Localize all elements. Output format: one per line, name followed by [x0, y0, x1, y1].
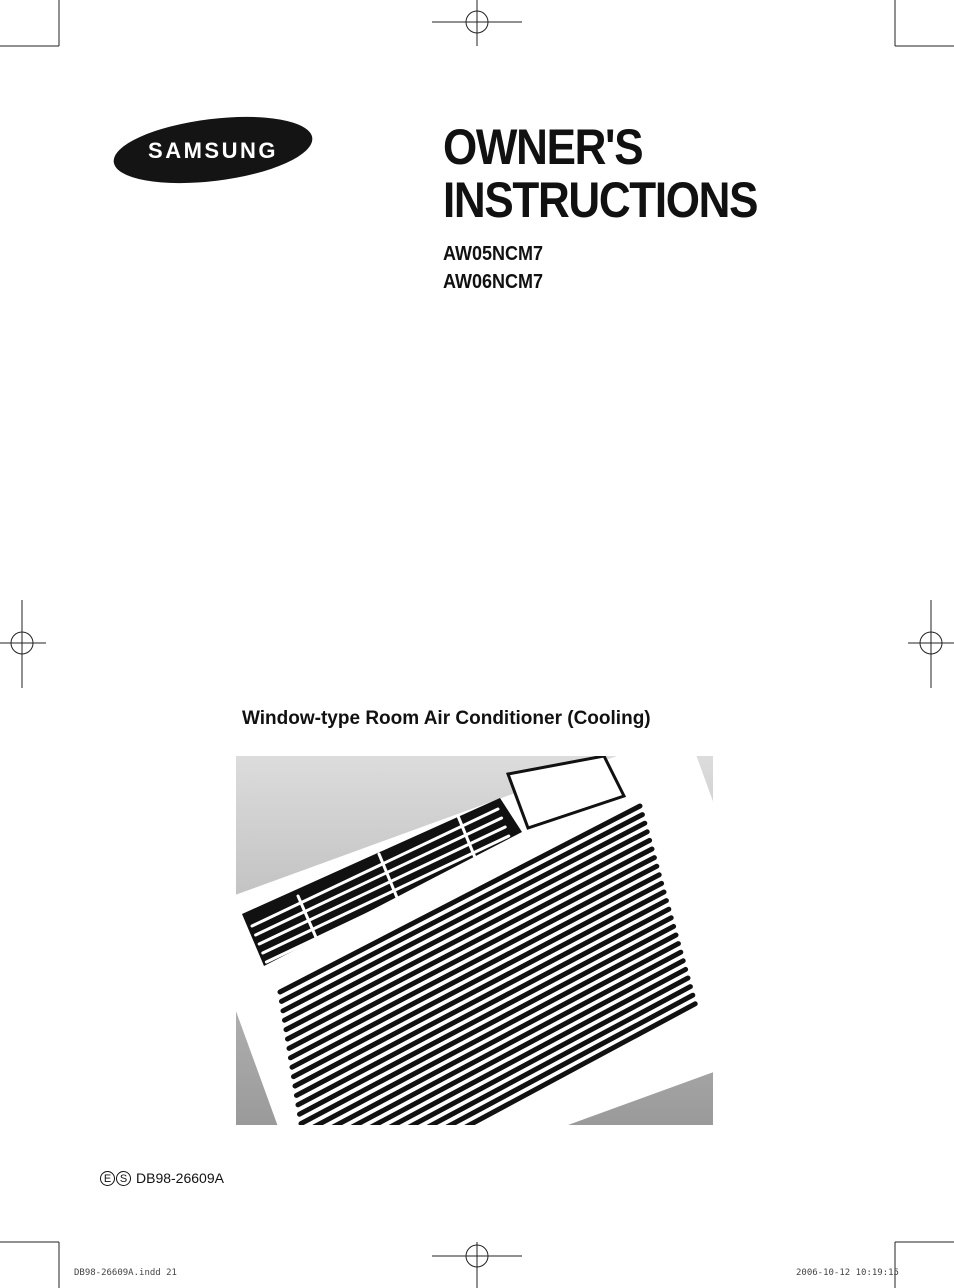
title-line-2: INSTRUCTIONS [443, 172, 758, 228]
logo-wordmark: SAMSUNG [148, 138, 278, 163]
document-title [443, 121, 757, 227]
model-numbers [443, 240, 543, 296]
product-type-label: Window-type Room Air Conditioner (Cooling) [242, 708, 651, 729]
language-badge-e: E [100, 1171, 115, 1186]
document-code: DB98-26609A [136, 1170, 224, 1186]
print-slug-file: DB98-26609A.indd 21 [74, 1268, 177, 1278]
language-badge-s: S [116, 1171, 131, 1186]
title-line-1: OWNER'S [443, 119, 643, 175]
model-number: AW05NCM7 [443, 243, 544, 265]
air-conditioner-illustration [236, 756, 713, 1125]
print-slug-timestamp: 2006-10-12 10:19:15 [796, 1268, 899, 1278]
samsung-logo [112, 116, 314, 184]
model-number: AW06NCM7 [443, 271, 544, 293]
document-code-line [100, 1169, 224, 1187]
